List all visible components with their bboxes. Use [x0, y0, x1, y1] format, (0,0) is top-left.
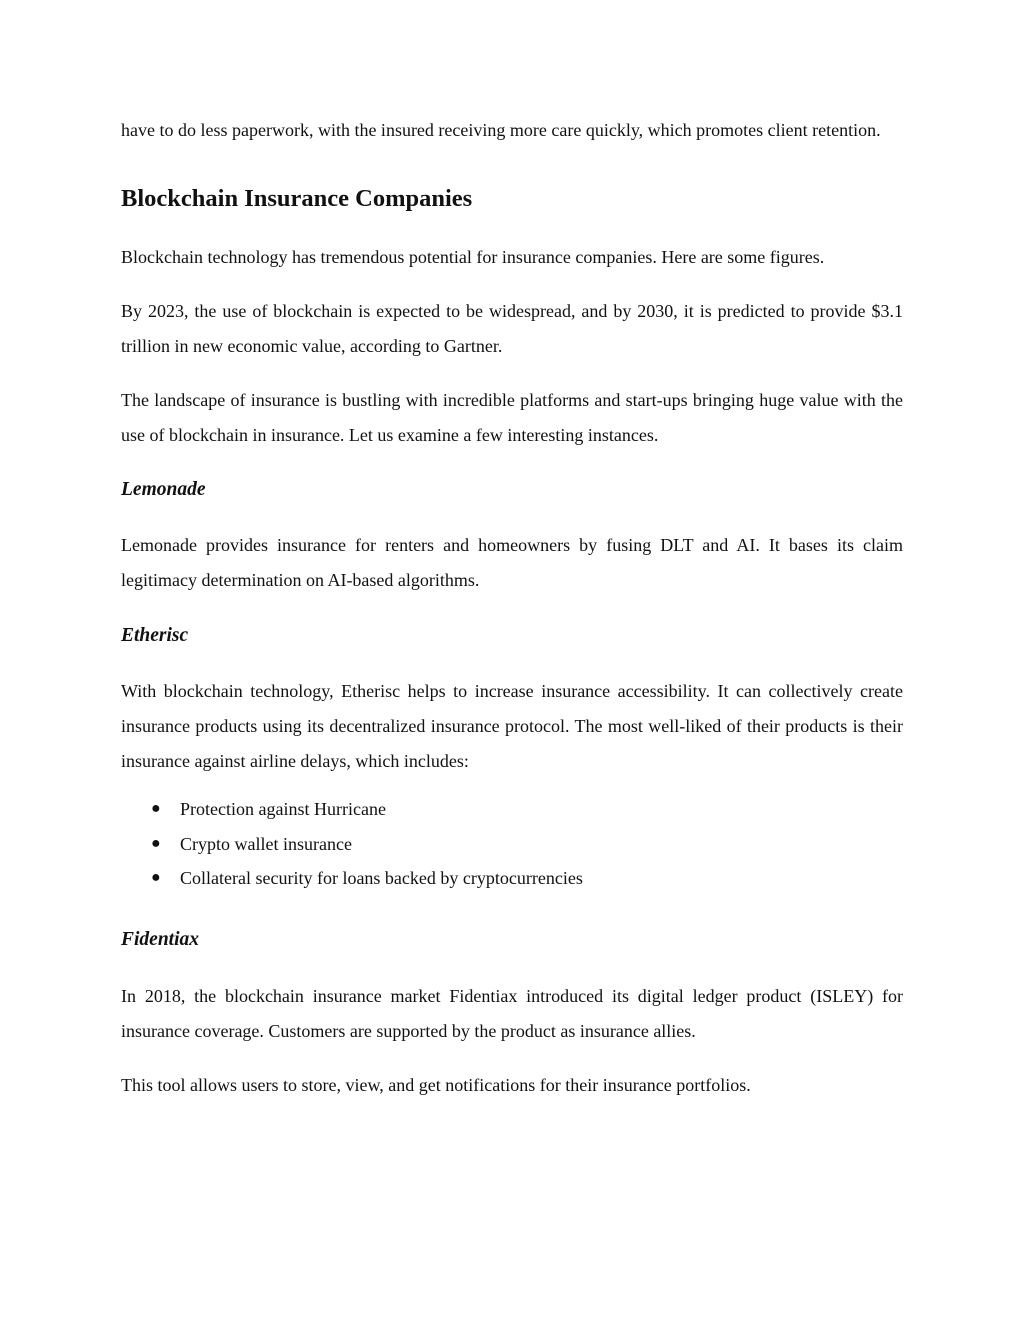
list-item: [121, 827, 903, 862]
list-item: [121, 861, 903, 896]
section-paragraph-1: Blockchain technology has tremendous potential for insurance companies. Here are some figures.: [121, 247, 825, 267]
section-paragraph-3: The landscape of insurance is bustling with incredible platforms and start-ups bringing huge value with the use of blockchain in insurance. Let us examine a few interesting instances.: [121, 390, 903, 445]
list-item-text: Collateral security for loans backed by cryptocurrencies: [180, 868, 583, 888]
intro-continuation-paragraph: have to do less paperwork, with the insured receiving more care quickly, which promotes client retention.: [121, 120, 881, 140]
list-item-text: Crypto wallet insurance: [180, 833, 352, 854]
bullet-icon: ●: [151, 869, 161, 886]
etherisc-feature-list: [121, 792, 903, 896]
section-paragraph-2: By 2023, the use of blockchain is expected to be widespread, and by 2030, it is predicted to provide $3.1 trillion in new economic value, according to Gartner.: [121, 301, 903, 356]
fidentiax-paragraph-2: This tool allows users to store, view, and get notifications for their insurance portfolios.: [121, 1074, 751, 1095]
etherisc-heading: Etherisc: [121, 625, 189, 646]
section-title: Blockchain Insurance Companies: [121, 185, 473, 212]
etherisc-paragraph: With blockchain technology, Etherisc helps to increase insurance accessibility. It can collectively create insurance products using its decentralized insurance protocol. The most well-liked of their products is their insurance against airline delays, which includes:: [121, 681, 903, 771]
list-item: [121, 792, 903, 827]
fidentiax-paragraph-1: In 2018, the blockchain insurance market Fidentiax introduced its digital ledger product (ISLEY) for insurance coverage. Customers are supported by the product as insurance allies.: [121, 985, 903, 1041]
lemonade-heading: Lemonade: [121, 479, 206, 500]
document-page: [121, 113, 903, 1103]
fidentiax-heading: Fidentiax: [121, 928, 200, 950]
list-item-text: Protection against Hurricane: [180, 799, 386, 819]
bullet-icon: ●: [151, 800, 161, 817]
lemonade-paragraph: Lemonade provides insurance for renters and homeowners by fusing DLT and AI. It bases its claim legitimacy determination on AI-based algorithms.: [121, 535, 903, 590]
bullet-icon: ●: [151, 834, 161, 852]
